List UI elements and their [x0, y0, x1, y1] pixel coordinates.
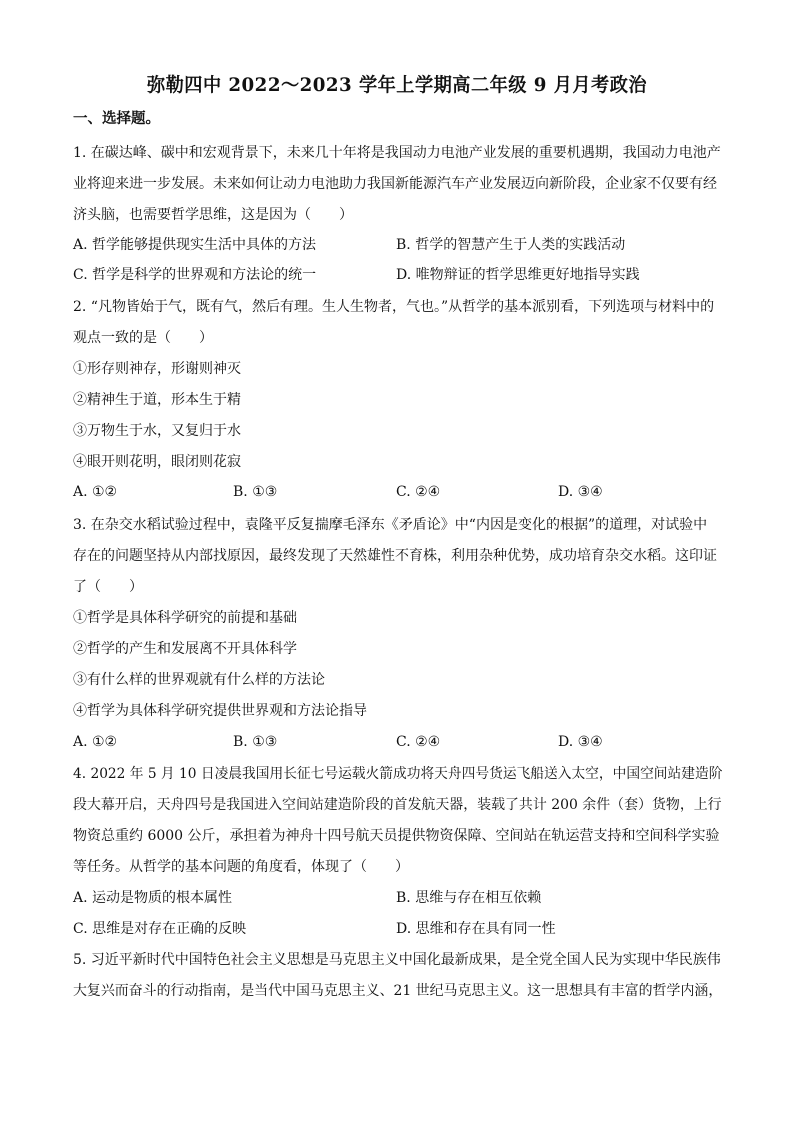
- question-2-statement-3: ③万物生于水，又复归于水: [73, 423, 241, 439]
- question-1-option-c: C. 哲学是科学的世界观和方法论的统一: [73, 267, 317, 283]
- section-heading: 一、选择题。: [73, 110, 160, 127]
- question-2-statement-2: ②精神生于道，形本生于精: [73, 392, 241, 408]
- question-3-option-a: A. ①②: [73, 734, 118, 750]
- question-5-stem-line: 大复兴而奋斗的行动指南，是当代中国马克思主义、21 世纪马克思主义。这一思想具有丰富的哲学内涵，: [73, 983, 723, 999]
- question-4-stem-line: 物资总重约 6000 公斤，承担着为神舟十四号航天员提供物资保障、空间站在轨运营支持和空间科学实验: [73, 828, 720, 844]
- question-1-stem-line: 济头脑，也需要哲学思维，这是因为（ ）: [73, 207, 353, 223]
- question-4-stem-line: 段大幕开启，天舟四号是我国进入空间站建造阶段的首发航天器，装载了共计 200 余件（套）货物，上行: [73, 797, 722, 813]
- question-3-option-d: D. ③④: [558, 734, 603, 750]
- question-5-stem-line: 5. 习近平新时代中国特色社会主义思想是马克思主义中国化最新成果，是全党全国人民为实现中华民族伟: [73, 952, 721, 968]
- question-3-option-c: C. ②④: [396, 734, 441, 750]
- question-4-option-a: A. 运动是物质的根本属性: [73, 890, 233, 906]
- question-4-stem-line: 4. 2022 年 5 月 10 日凌晨我国用长征七号运载火箭成功将天舟四号货运飞船送入太空，中国空间站建造阶: [73, 766, 723, 782]
- question-1-stem-line: 1. 在碳达峰、碳中和宏观背景下，未来几十年将是我国动力电池产业发展的重要机遇期，我国动力电池产: [73, 145, 721, 161]
- question-3-stem-line: 了（ ）: [73, 579, 143, 595]
- page-title: 弥勒四中 2022～2023 学年上学期高二年级 9 月月考政治: [146, 74, 648, 96]
- question-4-stem-line: 等任务。从哲学的基本问题的角度看，体现了（ ）: [73, 859, 409, 875]
- question-1-stem-line: 业将迎来进一步发展。未来如何让动力电池助力我国新能源汽车产业发展迈向新阶段，企业家不仅要有经: [73, 176, 717, 192]
- question-3-statement-2: ②哲学的产生和发展离不开具体科学: [73, 641, 297, 657]
- question-3-stem-line: 3. 在杂交水稻试验过程中，袁隆平反复揣摩毛泽东《矛盾论》中“内因是变化的根据”的道理，对试验中: [73, 517, 708, 533]
- question-2-statement-4: ④眼开则花明，眼闭则花寂: [73, 454, 241, 470]
- question-3-statement-1: ①哲学是具体科学研究的前提和基础: [73, 610, 297, 626]
- question-1-option-a: A. 哲学能够提供现实生活中具体的方法: [73, 237, 317, 253]
- question-2-stem-line: 2. “凡物皆始于气，既有气，然后有理。生人生物者，气也。”从哲学的基本派别看，下列选项与材料中的: [73, 299, 715, 315]
- question-2-statement-1: ①形存则神存，形谢则神灭: [73, 361, 241, 377]
- question-3-option-b: B. ①③: [233, 734, 278, 750]
- question-4-option-d: D. 思维和存在具有同一性: [396, 921, 556, 937]
- question-2-option-b: B. ①③: [233, 484, 278, 500]
- question-3-stem-line: 存在的问题坚持从内部找原因，最终发现了天然雄性不育株，利用杂种优势，成功培育杂交水稻。这印证: [73, 548, 717, 564]
- question-2-option-c: C. ②④: [396, 484, 441, 500]
- question-2-option-d: D. ③④: [558, 484, 603, 500]
- question-4-option-c: C. 思维是对存在正确的反映: [73, 921, 247, 937]
- question-2-option-a: A. ①②: [73, 484, 118, 500]
- question-3-statement-4: ④哲学为具体科学研究提供世界观和方法论指导: [73, 703, 367, 719]
- question-2-stem-line: 观点一致的是（ ）: [73, 330, 213, 346]
- question-1-option-d: D. 唯物辩证的哲学思维更好地指导实践: [396, 267, 640, 283]
- question-4-option-b: B. 思维与存在相互依赖: [396, 890, 542, 906]
- question-1-option-b: B. 哲学的智慧产生于人类的实践活动: [396, 237, 626, 253]
- question-3-statement-3: ③有什么样的世界观就有什么样的方法论: [73, 672, 325, 688]
